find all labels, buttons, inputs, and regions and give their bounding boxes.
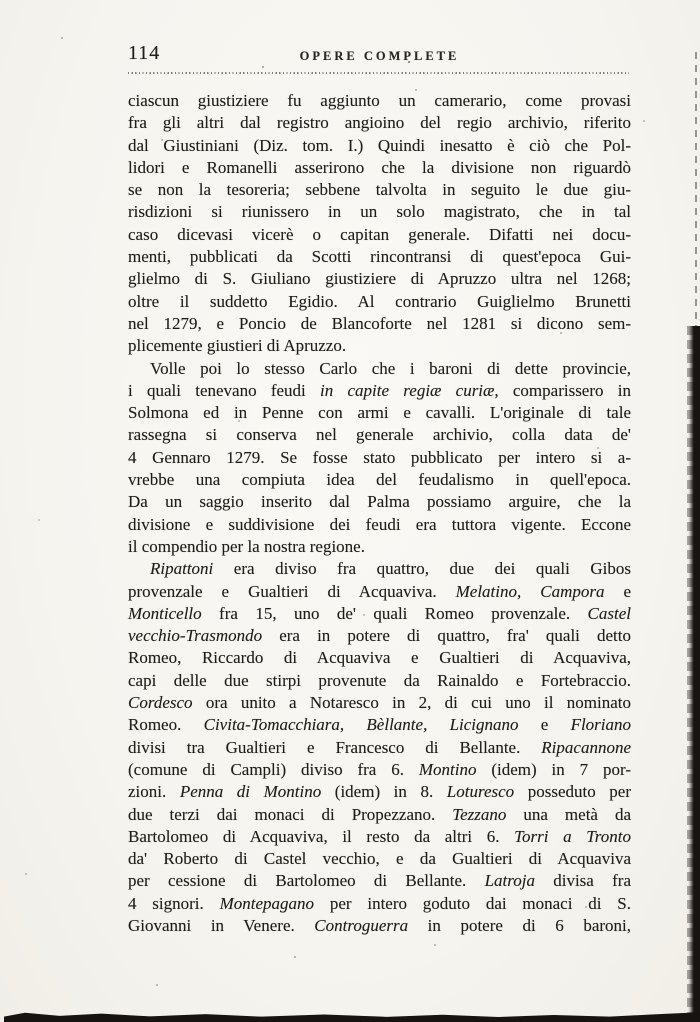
text-run: provenzale e Gualtieri di Acquaviva. bbox=[128, 581, 456, 601]
italic-text-run: Loturesco bbox=[446, 782, 515, 802]
text-line bbox=[128, 670, 631, 692]
text-line bbox=[128, 90, 631, 112]
text-run: divisione e suddivisione dei feudi era tuttora vigente. Eccone bbox=[128, 514, 631, 534]
text-run: oltre il suddetto Egidio. Al contrario Guiglielmo Brunetti bbox=[128, 291, 631, 311]
text-line bbox=[128, 870, 631, 892]
text-run: (idem) in 7 por- bbox=[476, 759, 631, 779]
italic-text-run: Montepagano bbox=[219, 893, 315, 913]
text-run: divisi tra Gualtieri e Francesco di Bellante. bbox=[128, 737, 542, 757]
italic-text-run: Melatino, Campora bbox=[455, 581, 605, 601]
text-run: rassegna si conserva nel generale archivio, colla data de' bbox=[128, 425, 631, 445]
paragraph bbox=[128, 558, 631, 937]
text-run: in potere di 6 baroni, bbox=[408, 915, 631, 935]
text-run: menti, pubblicati da Scotti rincontransi di quest'epoca Gui- bbox=[128, 247, 631, 267]
text-line bbox=[128, 536, 631, 558]
paragraph bbox=[128, 358, 631, 559]
text-run: plicemente giustieri di Apruzzo. bbox=[128, 336, 347, 356]
text-line bbox=[128, 915, 631, 937]
text-run: vrebbe una compiuta idea del feudalismo in quell'epoca. bbox=[128, 470, 631, 490]
text-run: zioni. bbox=[128, 782, 180, 802]
text-run: una metà da bbox=[506, 804, 631, 824]
text-line bbox=[128, 201, 631, 223]
text-line bbox=[128, 380, 631, 402]
text-run: da' Roberto di Castel vecchio, e da Gualtieri di Acquaviva bbox=[128, 849, 631, 869]
text-line bbox=[128, 469, 631, 491]
text-run: divisa fra bbox=[534, 871, 631, 891]
italic-text-run: Penna di Montino bbox=[179, 782, 322, 802]
scan-edge-dashes bbox=[695, 52, 697, 334]
text-line bbox=[128, 692, 631, 714]
text-run: nel 1279, e Poncio de Blancoforte nel 1281 si dicono sem- bbox=[128, 313, 631, 333]
italic-text-run: Controguerra bbox=[314, 915, 409, 935]
italic-text-run: Tezzano bbox=[452, 804, 507, 824]
italic-text-run: Ripattoni bbox=[150, 559, 214, 579]
text-line bbox=[128, 291, 631, 313]
text-line bbox=[128, 358, 631, 380]
text-line bbox=[128, 135, 631, 157]
text-line bbox=[128, 714, 631, 736]
text-run: Romeo. bbox=[128, 715, 204, 735]
text-line bbox=[128, 224, 631, 246]
text-line bbox=[128, 781, 631, 803]
text-run: se non la tesoreria; sebbene talvolta in seguito le due giu- bbox=[128, 180, 631, 200]
text-line bbox=[128, 246, 631, 268]
text-line bbox=[128, 157, 631, 179]
text-line bbox=[128, 893, 631, 915]
text-line bbox=[128, 491, 631, 513]
italic-text-run: Cordesco bbox=[128, 693, 193, 713]
text-line bbox=[128, 625, 631, 647]
italic-text-run: Ripacannone bbox=[541, 737, 631, 757]
italic-text-run: in capite regiæ curiæ, bbox=[320, 380, 499, 400]
scan-edge-bottom bbox=[4, 1008, 700, 1022]
italic-text-run: Castel bbox=[587, 603, 631, 623]
text-line bbox=[128, 179, 631, 201]
page-number: 114 bbox=[128, 42, 161, 64]
text-run: il compendio per la nostra regione. bbox=[128, 536, 365, 556]
italic-text-run: vecchio-Trasmondo bbox=[128, 626, 263, 646]
italic-text-run: Montino bbox=[418, 759, 477, 779]
text-line bbox=[128, 424, 631, 446]
text-line bbox=[128, 514, 631, 536]
italic-text-run: Latroja bbox=[484, 871, 535, 891]
text-line bbox=[128, 603, 631, 625]
text-run: comparissero in bbox=[498, 380, 631, 400]
text-line bbox=[128, 335, 631, 357]
text-run: era diviso fra quattro, due dei quali Gibos bbox=[213, 559, 631, 579]
text-run: Solmona ed in Penne con armi e cavalli. L'originale di tale bbox=[128, 403, 631, 423]
text-run: fra 15, uno de' quali Romeo provenzale. bbox=[201, 603, 588, 623]
italic-text-run: Monticello bbox=[128, 603, 202, 623]
text-run: i quali tenevano feudi bbox=[128, 380, 321, 400]
text-run: era in potere di quattro, fra' quali detto bbox=[262, 626, 631, 646]
text-block bbox=[128, 90, 631, 937]
text-line bbox=[128, 848, 631, 870]
text-line bbox=[128, 581, 631, 603]
text-run: Giovanni in Venere. bbox=[128, 915, 315, 935]
text-run: e bbox=[604, 581, 631, 601]
text-line bbox=[128, 759, 631, 781]
italic-text-run: Floriano bbox=[570, 715, 632, 735]
text-run: per cessione di Bartolomeo di Bellante. bbox=[128, 871, 485, 891]
text-run: per intero goduto dai monaci di S. bbox=[314, 893, 631, 913]
paragraph bbox=[128, 90, 631, 358]
text-line bbox=[128, 558, 631, 580]
text-line bbox=[128, 112, 631, 134]
text-run: caso dicevasi vicerè o capitan generale. Difatti nei docu- bbox=[128, 224, 631, 244]
text-line bbox=[128, 804, 631, 826]
text-run: Volle poi lo stesso Carlo che i baroni di dette provincie, bbox=[150, 358, 631, 378]
text-run: posseduto per bbox=[514, 782, 631, 802]
text-run: risdizioni si riunissero in un solo magistrato, che in tal bbox=[128, 202, 631, 222]
text-run: fra gli altri dal registro angioino del regio archivio, riferito bbox=[128, 113, 631, 133]
text-run: due terzi dai monaci di Propezzano. bbox=[128, 804, 453, 824]
text-line bbox=[128, 647, 631, 669]
text-line bbox=[128, 313, 631, 335]
text-line bbox=[128, 268, 631, 290]
text-run: dal Giustiniani (Diz. tom. I.) Quindi inesatto è ciò che Pol- bbox=[128, 135, 631, 155]
italic-text-run: Torri a Tronto bbox=[514, 826, 631, 846]
text-run: lidori e Romanelli asserirono che la divisione non riguardò bbox=[128, 157, 631, 177]
text-run: 4 signori. bbox=[128, 893, 220, 913]
text-line bbox=[128, 447, 631, 469]
header-dotted-rule bbox=[128, 72, 629, 74]
text-run: Bartolomeo di Acquaviva, il resto da altri 6. bbox=[128, 826, 515, 846]
text-run: (comune di Campli) diviso fra 6. bbox=[128, 759, 419, 779]
text-run: Romeo, Riccardo di Acquaviva e Gualtieri di Acquaviva, bbox=[128, 648, 631, 668]
text-run: 4 Gennaro 1279. Se fosse stato pubblicato per intero si a- bbox=[128, 447, 631, 467]
scan-edge-right bbox=[687, 326, 700, 1016]
text-run: ora unito a Notaresco in 2, di cui uno il nominato bbox=[192, 693, 631, 713]
text-line bbox=[128, 737, 631, 759]
text-run: Da un saggio inserito dal Palma possiamo arguire, che la bbox=[128, 492, 631, 512]
text-line bbox=[128, 402, 631, 424]
italic-text-run: Civita-Tomacchiara, Bèllante, Licignano bbox=[203, 715, 519, 735]
text-run: capi delle due stirpi provenute da Rainaldo e Fortebraccio. bbox=[128, 670, 631, 690]
text-run: glielmo di S. Giuliano giustiziere di Apruzzo ultra nel 1268; bbox=[128, 269, 631, 289]
text-run: (idem) in 8. bbox=[321, 782, 447, 802]
running-title: OPERE COMPLETE bbox=[299, 49, 460, 63]
text-line bbox=[128, 826, 631, 848]
text-run: e bbox=[518, 715, 571, 735]
text-run: ciascun giustiziere fu aggiunto un camerario, come provasi bbox=[128, 91, 631, 110]
